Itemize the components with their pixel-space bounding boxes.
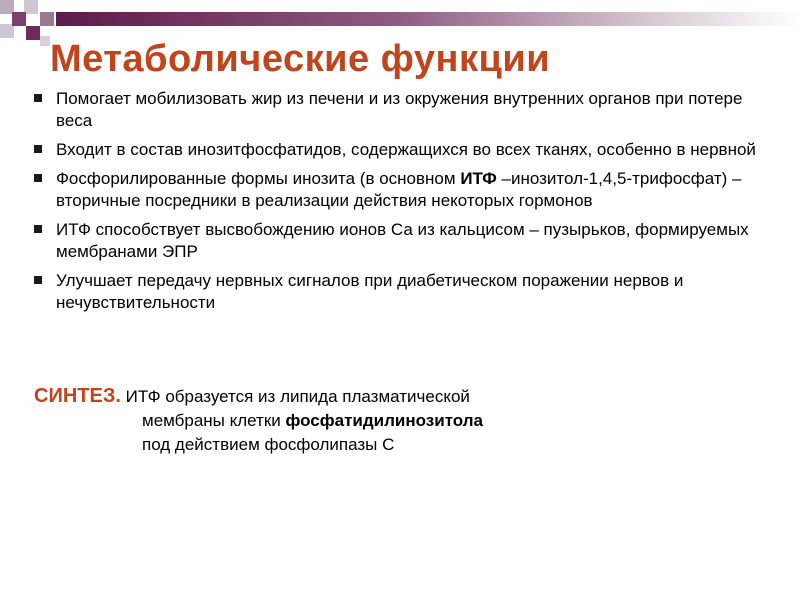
synthesis-text: ИТФ образуется из липида плазматической (120, 387, 470, 406)
bullet-text-pre: Фосфорилированные формы инозита (в основном (56, 169, 461, 188)
bullet-item (34, 219, 774, 263)
bullet-text-post: –инозитол-1,4,5-трифосфат) – вторичные посредники в реализации действия некоторых гормонов (56, 169, 742, 210)
synthesis-line-1 (34, 384, 774, 409)
bullet-text: ИТФ способствует высвобождению ионов Са из кальцисом – пузырьков, формируемых мембранами ЭПР (56, 220, 749, 261)
synthesis-heading: СИНТЕЗ. (34, 385, 121, 407)
header-gradient-bar (56, 12, 800, 26)
bullet-text: Помогает мобилизовать жир из печени и из окружения внутренних органов при потере веса (56, 89, 743, 130)
bullet-item (34, 139, 774, 161)
synthesis-bold-term: фосфатидилинозитола (285, 411, 484, 430)
synthesis-text: мембраны клетки (142, 411, 286, 430)
square-bullet-icon (34, 94, 42, 102)
synthesis-line-3 (34, 433, 774, 457)
decor-square (0, 24, 14, 38)
square-bullet-icon (34, 174, 42, 182)
bullet-text: Входит в состав инозитфосфатидов, содержащихся во всех тканях, особенно в нервной (56, 140, 756, 159)
bullet-list (34, 88, 774, 321)
bullet-item (34, 270, 774, 314)
decor-square (12, 12, 26, 26)
square-bullet-icon (34, 276, 42, 284)
decor-square (26, 26, 40, 40)
bullet-item (34, 168, 774, 212)
square-bullet-icon (34, 225, 42, 233)
decor-square (40, 36, 50, 46)
bullet-item (34, 88, 774, 132)
slide-title: Метаболические функции (50, 38, 551, 80)
decor-square (40, 12, 54, 26)
decor-square (24, 0, 38, 14)
bullet-text-bold: ИТФ (460, 169, 497, 188)
synthesis-text: под действием фосфолипазы С (142, 435, 395, 454)
synthesis-line-2 (34, 409, 774, 433)
synthesis-block (34, 384, 774, 457)
bullet-text: Улучшает передачу нервных сигналов при диабетическом поражении нервов и нечувствительности (56, 271, 684, 312)
square-bullet-icon (34, 145, 42, 153)
